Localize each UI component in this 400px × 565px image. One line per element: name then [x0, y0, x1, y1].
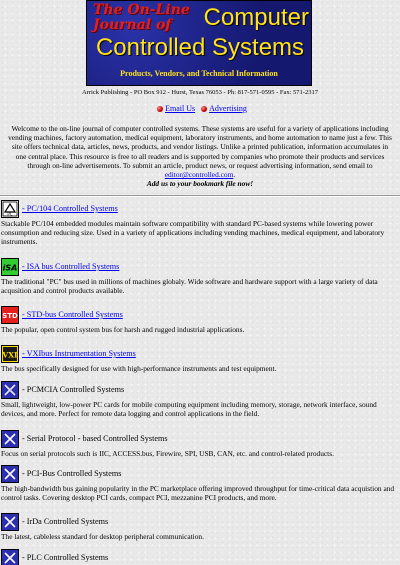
listing-entry [0, 200, 400, 247]
std-bus-link[interactable]: - STD-bus Controlled Systems [22, 310, 123, 319]
banner-journal-text: The On-Line Journal of [93, 2, 190, 33]
entry-description: Small, lightweight, low-power PC cards for mobile computing equipment including memory, storage, network interface, sound devices, and more. Perfect for remote data logging and control applications in the field. [1, 400, 377, 419]
svg-text:iSA: iSA [2, 263, 18, 273]
entry-description: The traditional "PC" bus used in millions of machines globaly. Wide software and hardware support with a large variety of data acqusition and control products available. [1, 277, 378, 296]
banner-computer-text: Computer [203, 4, 309, 31]
entry-description: The bus specifically designed for use with high-performance instruments and test equipment. [1, 364, 277, 373]
listing-entry [0, 258, 400, 295]
editor-email-link[interactable]: editor@controlled.com [164, 170, 234, 180]
entry-description: Focus on serial protocols such is IIC, ACCESS.bus, Firewire, SPI, USB, CAN, etc. and control-related products. [1, 449, 334, 458]
irda-title: - IrDa Controlled Systems [22, 517, 109, 526]
entry-description: The high-bandwidth bus gaining popularity in the PC marketplace offering improved throughput for time-critical data acquistion and control tasks. Covering desktop PCI cards, compact PCI, mezzanine PCI products, and more. [1, 484, 395, 503]
banner-controlled-systems-text: Controlled Systems [95, 34, 305, 61]
listing-entry [0, 306, 400, 334]
blue-x-icon [1, 381, 19, 399]
svg-text:VXI: VXI [2, 350, 18, 360]
entry-description: Stackable PC/104 embedded modules maintain software compatibility with standard PC-based systems while lowering power consumption and reducing size. Used in a variety of applications including vending machines, medical equipment, and laboratory instruments. [1, 219, 385, 247]
intro-text: Welcome to the on-line journal of computer controlled systems. These systems are useful for a variety of applications including vending machines, factory automation, medical equipment, laboratory instruments, and home automation to name just a few. This site offers technical data, articles, news, products, and vendor listings. Unlike a printed publication, information accumulates in one central place. This resource is free to all readers and is supported by companies who promote their products and services through on-line advertisements. To submit an article, product news, or request advertising information, send email to [8, 124, 392, 170]
intro-paragraph [8, 124, 392, 188]
banner-tagline: Products, Vendors, and Technical Information [120, 69, 278, 78]
contact-links [0, 104, 400, 113]
plc-title: - PLC Controlled Systems [22, 553, 109, 562]
vxibus-link[interactable]: - VXIbus Instrumentation Systems [22, 349, 136, 358]
std-logo-icon[interactable] [1, 306, 19, 324]
divider [0, 195, 400, 197]
advertising-link[interactable]: Advertising [209, 104, 247, 113]
red-bullet-icon [201, 106, 207, 112]
isa-link[interactable]: - ISA bus Controlled Systems [22, 262, 120, 271]
listing-entry [0, 513, 400, 541]
listing-entry [0, 465, 400, 502]
pci-bus-title: - PCI-Bus Controlled Systems [22, 469, 122, 478]
svg-text:PC: PC [7, 211, 13, 217]
blue-x-icon [1, 430, 19, 448]
pcmcia-title: - PCMCIA Controlled Systems [22, 385, 125, 394]
vxi-logo-icon[interactable] [1, 345, 19, 363]
pc104-link[interactable]: - PC/104 Controlled Systems [22, 204, 118, 213]
site-banner-logo[interactable] [86, 0, 312, 86]
email-us-link[interactable]: Email Us [165, 104, 196, 113]
listing-entry [0, 430, 400, 458]
blue-x-icon [1, 513, 19, 531]
listing-entry [0, 345, 400, 373]
red-bullet-icon [157, 106, 163, 112]
isa-logo-icon[interactable] [1, 258, 19, 276]
pc104-logo-icon[interactable] [1, 200, 19, 218]
listing-entry [0, 381, 400, 418]
listing-entry [0, 549, 400, 565]
blue-x-icon [1, 549, 19, 565]
intro-period: . [233, 170, 236, 180]
entry-description: The latest, cableless standard for desktop peripheral communication. [1, 532, 204, 541]
serial-protocol-title: - Serial Protocol - based Controlled Systems [22, 434, 168, 443]
publisher-address: Arrick Publishing - PO Box 912 - Hurst, Texas 76053 - Ph: 817-571-0595 - Fax: 571-2317 [82, 89, 318, 96]
blue-x-icon [1, 465, 19, 483]
bookmark-prompt: Add us to your bookmark file now! [146, 179, 254, 189]
entry-description: The popular, open control system bus for harsh and rugged industrial applications. [1, 325, 245, 334]
svg-text:STD: STD [2, 312, 18, 320]
